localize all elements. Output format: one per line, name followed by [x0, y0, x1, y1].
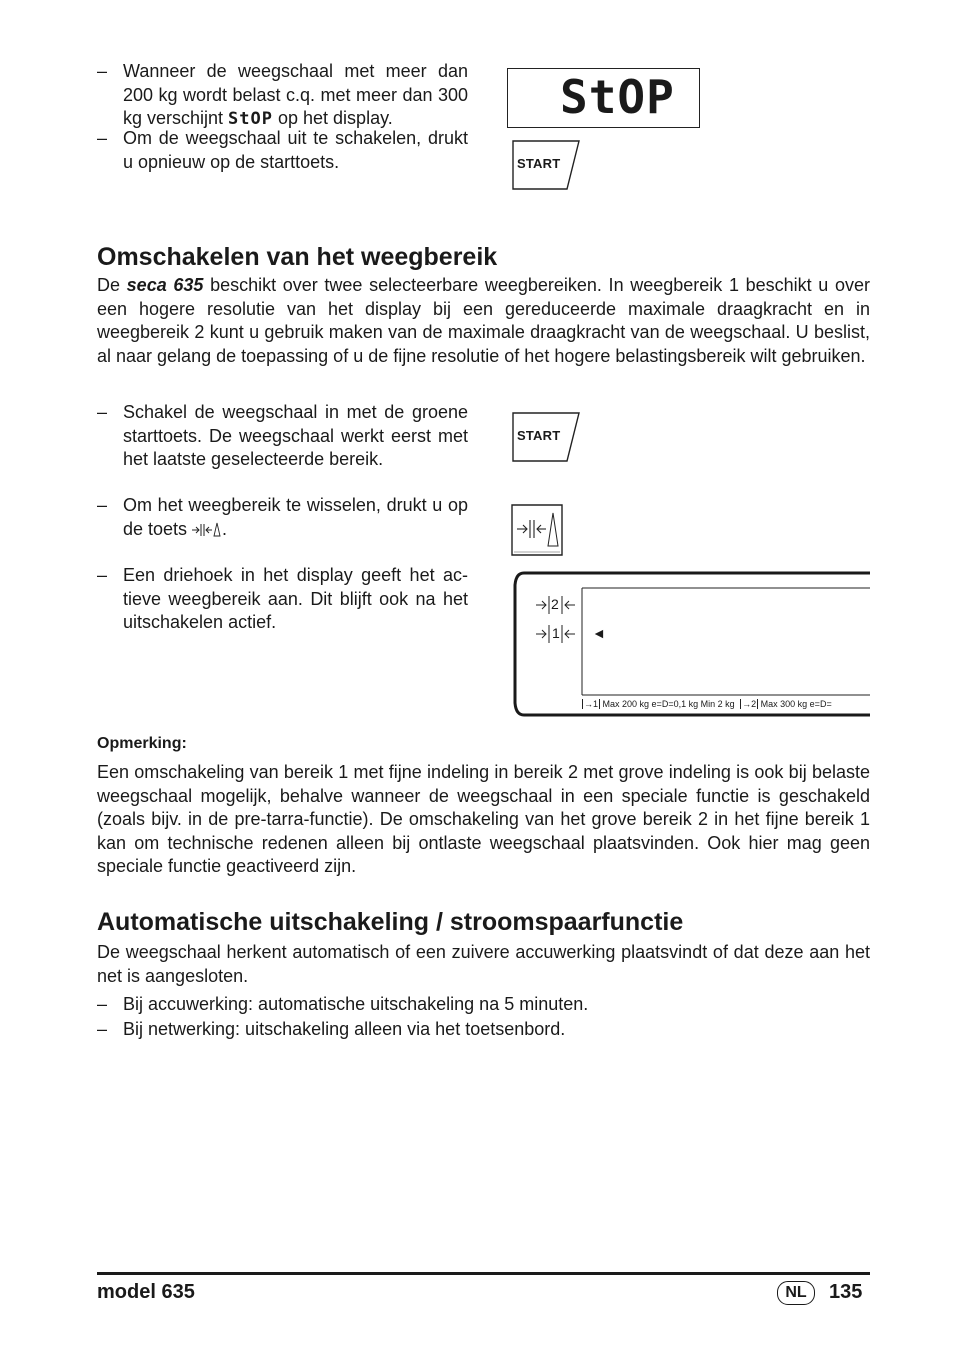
section2-intro: De weegschaal herkent automatisch of een zuivere accuwerking plaatsvindt of dat deze aan het net is aangesloten.	[97, 942, 870, 986]
section1-bullet-2: – Om het weegbereik te wisselen, drukt u op de toets .	[97, 495, 468, 539]
brand-name: seca 635	[126, 275, 204, 295]
section2-bullet-2: – Bij netwerking: uitschakeling alleen via het toetsenbord.	[97, 1019, 566, 1039]
range-toggle-key[interactable]	[511, 504, 563, 556]
display-frame	[510, 571, 870, 717]
start-key-top[interactable]	[512, 140, 580, 190]
note-heading: Opmerking:	[97, 735, 187, 752]
footer-rule	[97, 1272, 870, 1275]
section-title-weegbereik: Omschakelen van het weegbereik	[97, 243, 498, 271]
spec-range-1-text: Max 200 kg e=D=0,1 kg Min 2 kg	[602, 699, 735, 709]
active-range-indicator: ◄	[592, 625, 606, 641]
stop-display	[507, 68, 700, 128]
spec-range-1: 1	[593, 699, 599, 709]
range-toggle-icon	[511, 504, 563, 556]
range-toggle-inline-icon	[192, 520, 222, 538]
spec-range-2: 2	[751, 699, 757, 709]
page-number: 135	[829, 1281, 863, 1303]
section2-bullet-1: – Bij accuwerking: automatische uitschakeling na 5 minuten.	[97, 994, 589, 1014]
section-title-uitschakeling: Automatische uitschakeling / stroomspaarfunctie	[97, 908, 684, 936]
range-display	[510, 571, 870, 717]
start-key-section1[interactable]	[512, 412, 580, 462]
spec-range-2-text: Max 300 kg e=D=	[760, 699, 832, 709]
range-2-label: 2	[551, 596, 559, 612]
footer-model: model 635	[97, 1281, 195, 1303]
note-text: Een omschakeling van bereik 1 met fijne indeling in bereik 2 met grove indeling is ook bij belaste weegschaal mogelijk, behalve wanneer de weegschaal in een speciale functie is geschakeld (zoals bijv. in de pre-tarra-functie). De omschakeling van het grove bereik 2 in het fijne bereik 1 kan om technische redenen alleen bij ontlaste weegschaal plaatsvinden. Ook hier mag geen speciale functie geactiveerd zijn.	[97, 762, 870, 876]
section1-bullet-1: – Schakel de weegschaal in met de groene starttoets. De weegschaal werkt eerst met het laatste geselecteerde bereik.	[97, 402, 468, 469]
top-bullet-1: – Wanneer de weegschaal met meer dan 200 kg wordt belast c.q. met meer dan 300 kg verschijnt StOP op het display.	[97, 61, 468, 129]
stop-display-text: StOP	[560, 70, 675, 124]
section1-bullet-3: – Een driehoek in het display geeft het actieve weegbereik aan. Dit blijft ook na het uitschakelen actief.	[97, 565, 468, 632]
display-spec-line: →1 Max 200 kg e=D=0,1 kg Min 2 kg →2 Max 300 kg e=D=	[584, 699, 832, 709]
language-badge: NL	[777, 1281, 815, 1305]
range-1-label: 1	[552, 625, 560, 641]
start-key-label: START	[517, 156, 561, 171]
start-key-label: START	[517, 428, 561, 443]
top-bullet-2: – Om de weegschaal uit te schakelen, drukt u opnieuw op de starttoets.	[97, 128, 468, 172]
section1-intro: De seca 635 beschikt over twee selecteerbare weegbereiken. In weegbereik 1 beschikt u over een hogere resolutie van het display bij een gereduceerde maximale draagkracht en in weegbereik 2 kunt u gebruik maken van de maximale draagkracht van de weegschaal. U beslist, al naar gelang de toepassing of u de fijne resolutie of het hogere belastingsbereik wilt gebruiken.	[97, 275, 870, 366]
stop-code-inline: StOP	[228, 109, 273, 129]
